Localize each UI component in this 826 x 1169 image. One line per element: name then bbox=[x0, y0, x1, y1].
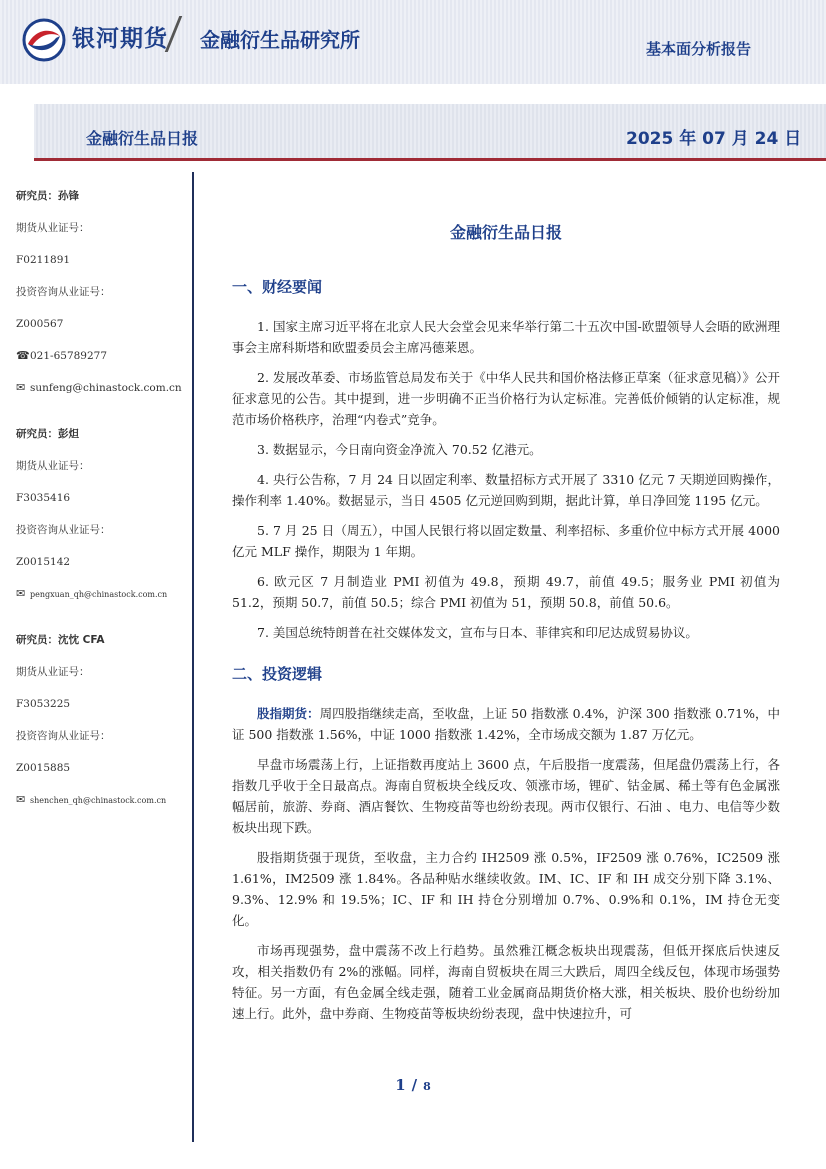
analyst-card bbox=[16, 180, 188, 404]
email-address[interactable]: pengxuan_qh@chinastock.com.cn bbox=[30, 590, 168, 599]
license-label: 期货从业证号： bbox=[16, 666, 90, 678]
logic-lead-label: 股指期货： bbox=[257, 706, 320, 721]
license-number: F3053225 bbox=[16, 698, 71, 710]
news-item: 5. 7 月 25 日（周五），中国人民银行将以固定数量、利率招标、多重价位中标方式开展 4000 亿元 MLF 操作，期限为 1 年期。 bbox=[232, 523, 780, 559]
license-label: 期货从业证号： bbox=[16, 460, 90, 472]
news-item: 7. 美国总统特朗普在社交媒体发文，宣布与日本、菲律宾和印尼达成贸易协议。 bbox=[257, 625, 698, 640]
page-footer bbox=[0, 1076, 826, 1094]
email-row bbox=[16, 578, 188, 610]
license-number: F0211891 bbox=[16, 254, 71, 266]
consult-number: Z0015885 bbox=[16, 762, 71, 774]
news-item: 3. 数据显示，今日南向资金净流入 70.52 亿港元。 bbox=[257, 442, 542, 457]
license-number: F3035416 bbox=[16, 492, 71, 504]
logic-paragraph: 早盘市场震荡上行，上证指数再度站上 3600 点，午后股指一度震荡，但尾盘仍震荡上行，各指数几乎收于全日最高点。海南自贸板块全线反攻、领涨市场，锂矿、钴金属、稀土等有色金属涨幅居前，旅游、券商、酒店餐饮、生物疫苗等也纷纷表现。两市仅银行、石油 、电力、电信等少数板块出现下跌。 bbox=[232, 757, 780, 835]
email-icon: ✉ bbox=[16, 587, 26, 600]
news-item: 1. 国家主席习近平将在北京人民大会堂会见来华举行第二十五次中国-欧盟领导人会晤的欧洲理事会主席科斯塔和欧盟委员会主席冯德莱恩。 bbox=[232, 319, 780, 355]
news-item: 6. 欧元区 7 月制造业 PMI 初值为 49.8，预期 49.7，前值 49.5；服务业 PMI 初值为 51.2，预期 50.7，前值 50.5；综合 PMI 初值为 51，预期 50.8，前值 50.6。 bbox=[232, 574, 780, 610]
license-label: 期货从业证号： bbox=[16, 222, 90, 234]
section-heading-news: 一、财经要闻 bbox=[232, 278, 323, 296]
brand-name: 银河期货 bbox=[72, 26, 168, 52]
news-item: 4. 央行公告称，7 月 24 日以固定利率、数量招标方式开展了 3310 亿元 7 天期逆回购操作，操作利率 1.40%。数据显示，当日 4505 亿元逆回购到期，据此计算，单日净回笼 1195 亿元。 bbox=[232, 472, 780, 508]
email-row bbox=[16, 372, 188, 404]
title-band-underline bbox=[34, 158, 826, 161]
institute-name: 金融衍生品研究所 bbox=[200, 28, 360, 52]
page-total: 8 bbox=[423, 1080, 431, 1093]
consult-number: Z0015142 bbox=[16, 556, 71, 568]
section-heading-logic: 二、投资逻辑 bbox=[232, 665, 323, 683]
analyst-name: 研究员：沈忱 CFA bbox=[16, 634, 105, 646]
band-title: 金融衍生品日报 bbox=[86, 129, 199, 148]
email-address[interactable]: sunfeng@chinastock.com.cn bbox=[30, 382, 182, 394]
consult-number: Z000567 bbox=[16, 318, 64, 330]
report-date: 2025 年 07 月 24 日 bbox=[626, 129, 802, 149]
consult-label: 投资咨询从业证号： bbox=[16, 524, 111, 536]
report-type: 基本面分析报告 bbox=[646, 40, 752, 58]
logic-paragraph: 市场再现强势，盘中震荡不改上行趋势。虽然雅江概念板块出现震荡，但低开探底后快速反攻，相关指数仍有 2%的涨幅。同样，海南自贸板块在周三大跌后，周四全线反包，体现市场强势特征。另一方面，有色金属全线走强，随着工业金属商品期货价格大涨，相关板块、股价也纷纷加速上行。此外，盘中券商、生物疫苗等板块纷纷表现，盘中快速拉升，可 bbox=[232, 943, 780, 1021]
main-content bbox=[232, 218, 780, 1033]
consult-label: 投资咨询从业证号： bbox=[16, 730, 111, 742]
email-address[interactable]: shenchen_qh@chinastock.com.cn bbox=[30, 796, 167, 805]
sidebar-divider bbox=[192, 172, 194, 1142]
analyst-card bbox=[16, 418, 188, 610]
page-separator: / bbox=[411, 1076, 418, 1094]
page-number: 1 bbox=[395, 1076, 406, 1094]
phone-number: 021-65789277 bbox=[30, 350, 108, 362]
phone-row bbox=[16, 340, 188, 372]
analyst-card bbox=[16, 624, 188, 816]
analyst-name: 研究员：彭炟 bbox=[16, 428, 79, 440]
phone-icon: ☎ bbox=[16, 349, 30, 362]
news-item: 2. 发展改革委、市场监管总局发布关于《中华人民共和国价格法修正草案（征求意见稿）》公开征求意见的公告。其中提到，进一步明确不正当价格行为认定标准。完善低价倾销的认定标准，规范市场价格秩序，治理“内卷式”竞争。 bbox=[232, 370, 780, 427]
email-icon: ✉ bbox=[16, 381, 26, 394]
document-title: 金融衍生品日报 bbox=[449, 223, 562, 242]
analyst-sidebar bbox=[16, 180, 188, 830]
logic-paragraph: 股指期货强于现货，至收盘，主力合约 IH2509 涨 0.5%，IF2509 涨 0.76%，IC2509 涨 1.61%，IM2509 涨 1.84%。各品种贴水继续收敛。IM、IC、IF 和 IH 成交分别下降 3.1%、9.3%、12.9% 和 19.5%；IC、IF 和 IH 持仓分别增加 0.7%、0.9%和 0.1%，IM 持仓无变化。 bbox=[232, 850, 780, 928]
logic-lead-paragraph bbox=[232, 703, 780, 745]
analyst-name: 研究员：孙锋 bbox=[16, 190, 79, 202]
logic-lead-text: 周四股指继续走高，至收盘，上证 50 指数涨 0.4%，沪深 300 指数涨 0.71%，中证 500 指数涨 1.56%，中证 1000 指数涨 1.42%，全市场成交额为 1.87 万亿元。 bbox=[232, 706, 780, 742]
logo-icon bbox=[22, 18, 66, 62]
consult-label: 投资咨询从业证号： bbox=[16, 286, 111, 298]
email-row bbox=[16, 784, 188, 816]
email-icon: ✉ bbox=[16, 793, 26, 806]
